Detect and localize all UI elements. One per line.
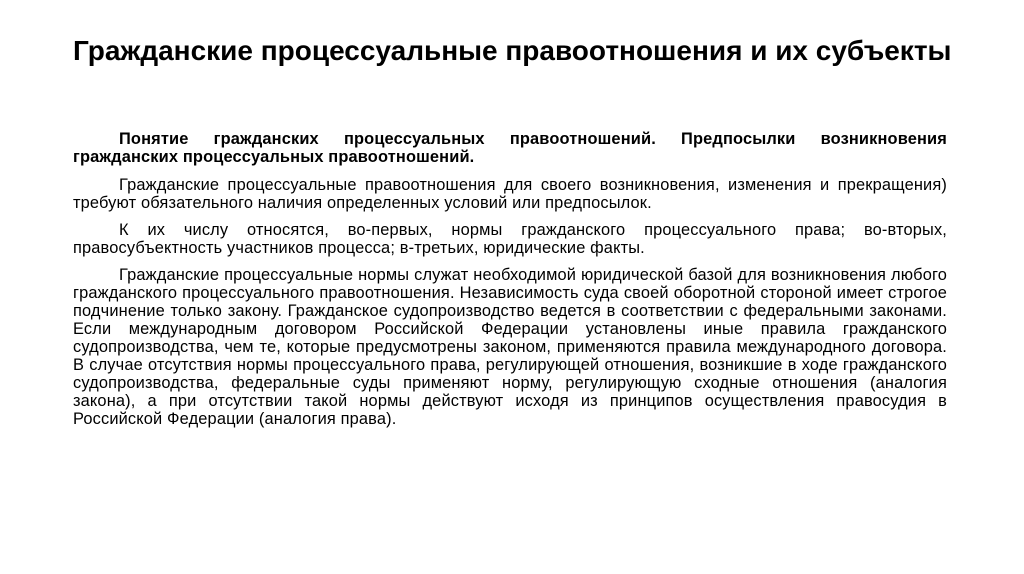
paragraph-heading: Понятие гражданских процессуальных правоотношений. Предпосылки возникновения гражданских процессуальных правоотношений.: [73, 130, 947, 166]
paragraph-procedural-norms: Гражданские процессуальные нормы служат необходимой юридической базой для возникновения любого гражданского процессуального правоотношения. Независимость суда своей оборотной стороной имеет строгое подчинение только закону. Гражданское судопроизводство ведется в соответствии с федеральными законами. Если международным договором Российской Федерации установлены иные правила гражданского судопроизводства, чем те, которые предусмотрены законом, применяются правила международного договора. В случае отсутствия нормы процессуального права, регулирующей отношения, возникшие в ходе гражданского судопроизводства, федеральные суды применяют норму, регулирующую сходные отношения (аналогия закона), а при отсутствии такой нормы действуют исходя из принципов осуществления правосудия в Российской Федерации (аналогия права).: [73, 266, 947, 428]
paragraph-list-of-preconditions: К их числу относятся, во-первых, нормы гражданского процессуального права; во-вторых, правосубъектность участников процесса; в-третьих, юридические факты.: [73, 221, 947, 257]
slide-title: Гражданские процессуальные правоотношения и их субъекты: [73, 35, 952, 66]
paragraph-preconditions: Гражданские процессуальные правоотношения для своего возникновения, изменения и прекращения) требуют обязательного наличия определенных условий или предпосылок.: [73, 176, 947, 212]
slide-body: [73, 130, 947, 437]
